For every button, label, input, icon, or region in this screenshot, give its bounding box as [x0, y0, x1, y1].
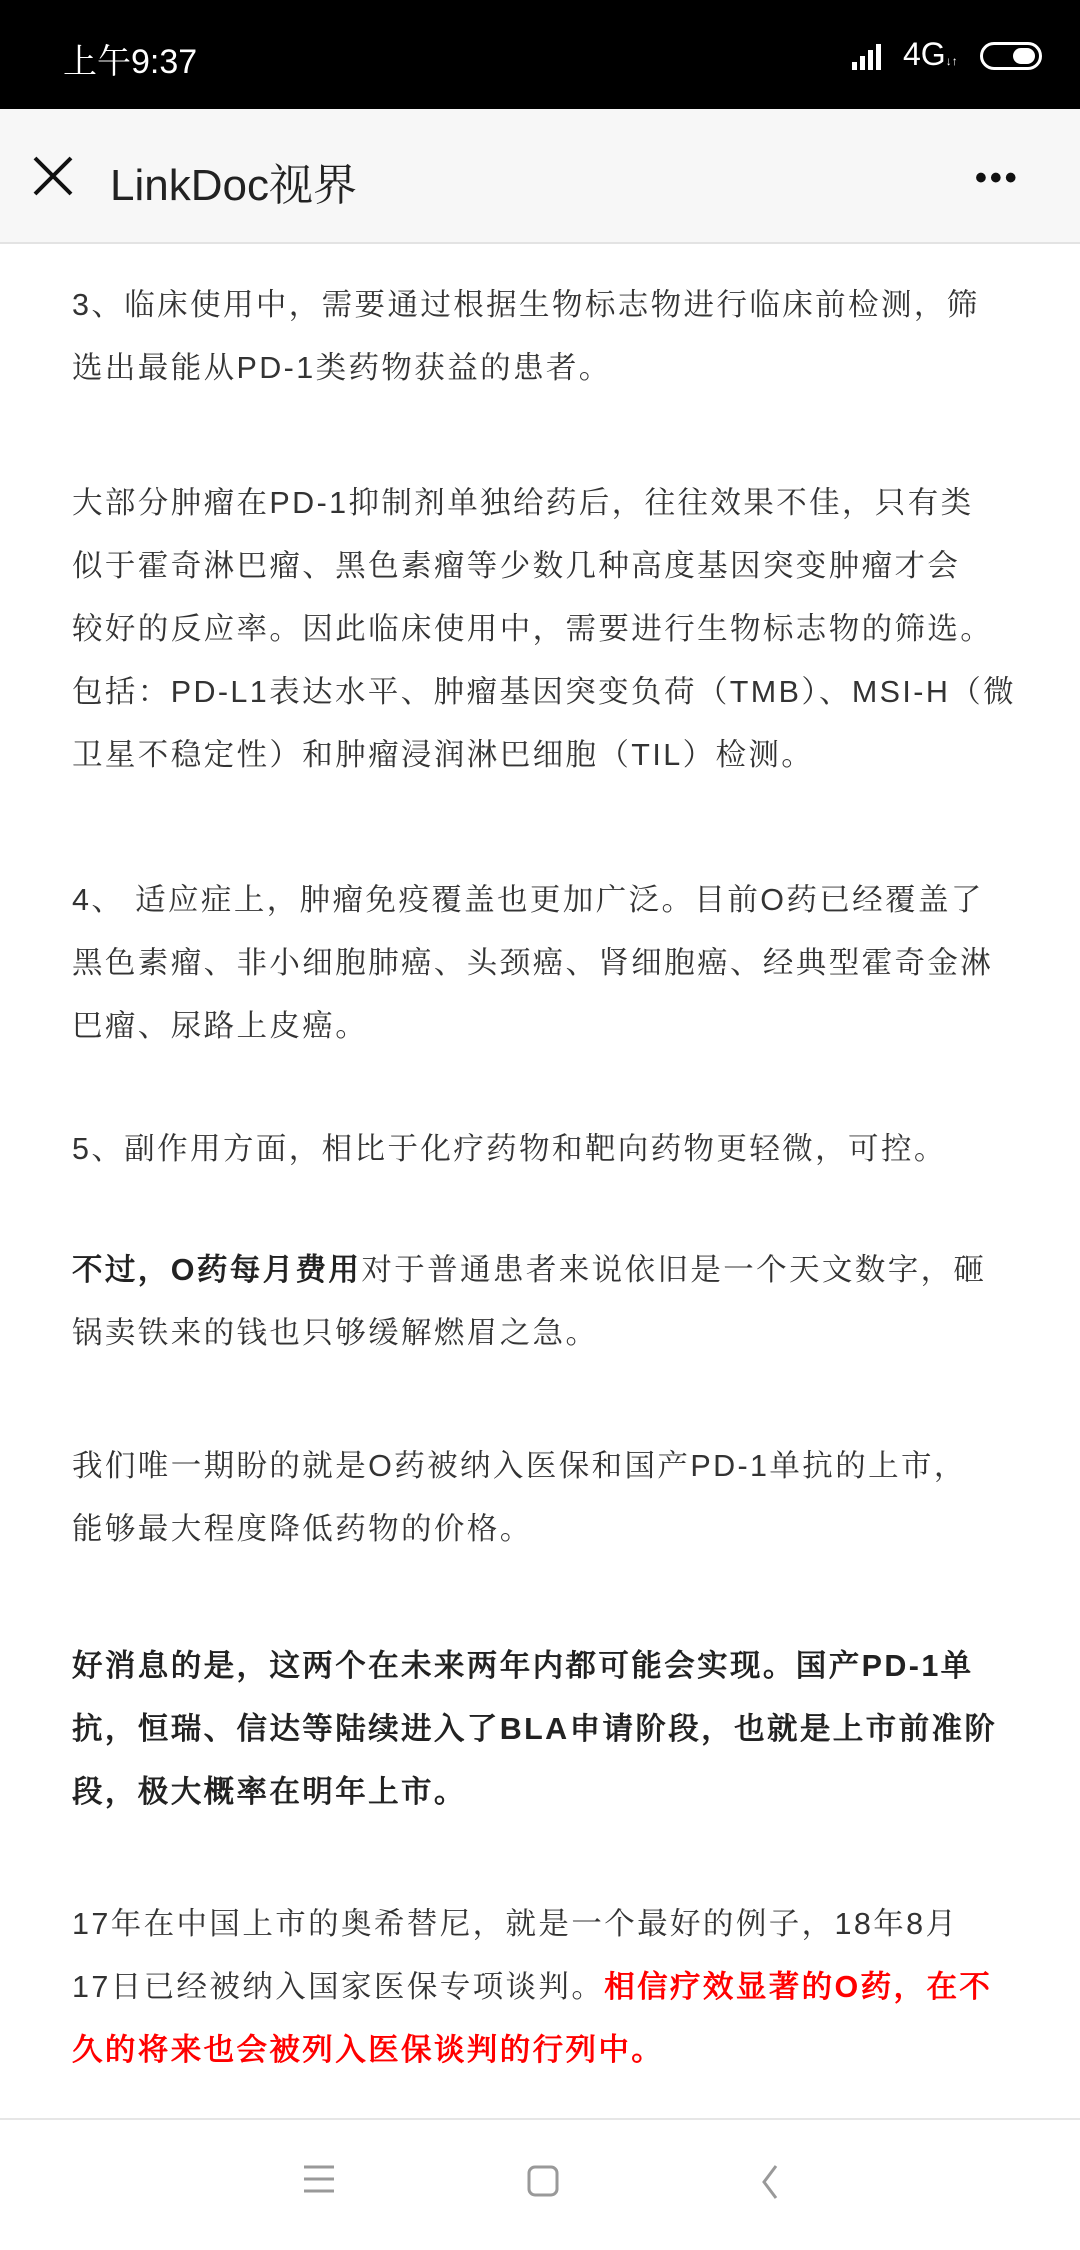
article-paragraph — [72, 869, 1032, 1058]
text-line — [72, 1956, 1032, 2019]
text-line — [72, 661, 1032, 724]
bold-text: 抗，恒瑞、信达等陆续进入了BLA申请阶段，也就是上市前准阶 — [72, 1712, 998, 1746]
more-options-icon[interactable]: ••• — [975, 159, 1020, 197]
home-icon[interactable] — [526, 2164, 560, 2203]
text-line — [72, 472, 1032, 535]
text-segment: 较好的反应率。因此临床使用中，需要进行生物标志物的筛选。 — [72, 612, 994, 646]
text-line — [72, 1302, 1032, 1365]
text-line — [72, 1435, 1032, 1498]
text-line — [72, 274, 1032, 337]
text-line — [72, 932, 1032, 995]
text-line — [72, 1635, 1032, 1698]
text-line — [72, 2019, 1032, 2082]
bold-text: 不过，O药每月费用 — [72, 1253, 362, 1287]
article-paragraph — [72, 274, 1032, 400]
system-nav-bar — [0, 2118, 1080, 2250]
text-segment: 选出最能从PD-1类药物获益的患者。 — [72, 351, 612, 385]
bold-text: 好消息的是，这两个在未来两年内都可能会实现。国产PD-1单 — [72, 1649, 974, 1683]
text-line — [72, 598, 1032, 661]
text-segment: 5、副作用方面，相比于化疗药物和靶向药物更轻微，可控。 — [72, 1132, 947, 1166]
text-segment: 对于普通患者来说依旧是一个天文数字，砸 — [361, 1253, 987, 1287]
battery-icon — [980, 42, 1042, 70]
menu-icon[interactable] — [302, 2164, 336, 2199]
back-icon[interactable] — [758, 2164, 782, 2205]
status-time: 上午9:37 — [63, 43, 198, 81]
text-line — [72, 995, 1032, 1058]
text-line — [72, 724, 1032, 787]
text-segment: 似于霍奇淋巴瘤、黑色素瘤等少数几种高度基因突变肿瘤才会 — [72, 549, 961, 583]
text-segment: 卫星不稳定性）和肿瘤浸润淋巴细胞（TIL）检测。 — [72, 738, 815, 772]
text-segment: 我们唯一期盼的就是O药被纳入医保和国产PD-1单抗的上市， — [72, 1449, 967, 1483]
close-icon[interactable] — [30, 153, 76, 199]
text-line — [72, 337, 1032, 400]
page-title: LinkDoc视界 — [110, 161, 357, 210]
text-segment: 3、临床使用中，需要通过根据生物标志物进行临床前检测，筛 — [72, 288, 980, 322]
bold-text: 段，极大概率在明年上市。 — [72, 1775, 467, 1809]
highlighted-text: 相信疗效显著的O药，在不 — [604, 1970, 993, 2004]
text-segment: 巴瘤、尿路上皮癌。 — [72, 1009, 369, 1043]
text-line — [72, 869, 1032, 932]
app-header — [0, 109, 1080, 244]
text-segment: 17日已经被纳入国家医保专项谈判。 — [72, 1970, 605, 2004]
article-paragraph — [72, 1435, 1032, 1561]
article-paragraph — [72, 472, 1032, 787]
text-line — [72, 1498, 1032, 1561]
network-label: 4G — [903, 36, 946, 72]
text-line — [72, 535, 1032, 598]
text-segment: 能够最大程度降低药物的价格。 — [72, 1512, 533, 1546]
status-bar — [0, 0, 1080, 109]
network-type — [903, 36, 958, 73]
network-activity: ↓↑ — [945, 54, 958, 68]
text-segment: 大部分肿瘤在PD-1抑制剂单独给药后，往往效果不佳，只有类 — [72, 486, 974, 520]
highlighted-text: 久的将来也会被列入医保谈判的行列中。 — [72, 2033, 665, 2067]
text-line — [72, 1239, 1032, 1302]
signal-icon — [852, 42, 888, 70]
text-line — [72, 1698, 1032, 1761]
text-segment: 黑色素瘤、非小细胞肺癌、头颈癌、肾细胞癌、经典型霍奇金淋 — [72, 946, 994, 980]
article-paragraph — [72, 1635, 1032, 1824]
text-line — [72, 1893, 1032, 1956]
article-paragraph — [72, 1239, 1032, 1365]
text-line — [72, 1118, 1032, 1181]
text-line — [72, 1761, 1032, 1824]
text-segment: 17年在中国上市的奥希替尼，就是一个最好的例子，18年8月 — [72, 1907, 959, 1941]
text-segment: 4、 适应症上，肿瘤免疫覆盖也更加广泛。目前O药已经覆盖了 — [72, 883, 984, 917]
article-paragraph — [72, 1118, 1032, 1181]
article-paragraph — [72, 1893, 1032, 2082]
text-segment: 锅卖铁来的钱也只够缓解燃眉之急。 — [72, 1316, 599, 1350]
text-segment: 包括：PD-L1表达水平、肿瘤基因突变负荷（TMB）、MSI-H（微 — [72, 675, 1017, 709]
